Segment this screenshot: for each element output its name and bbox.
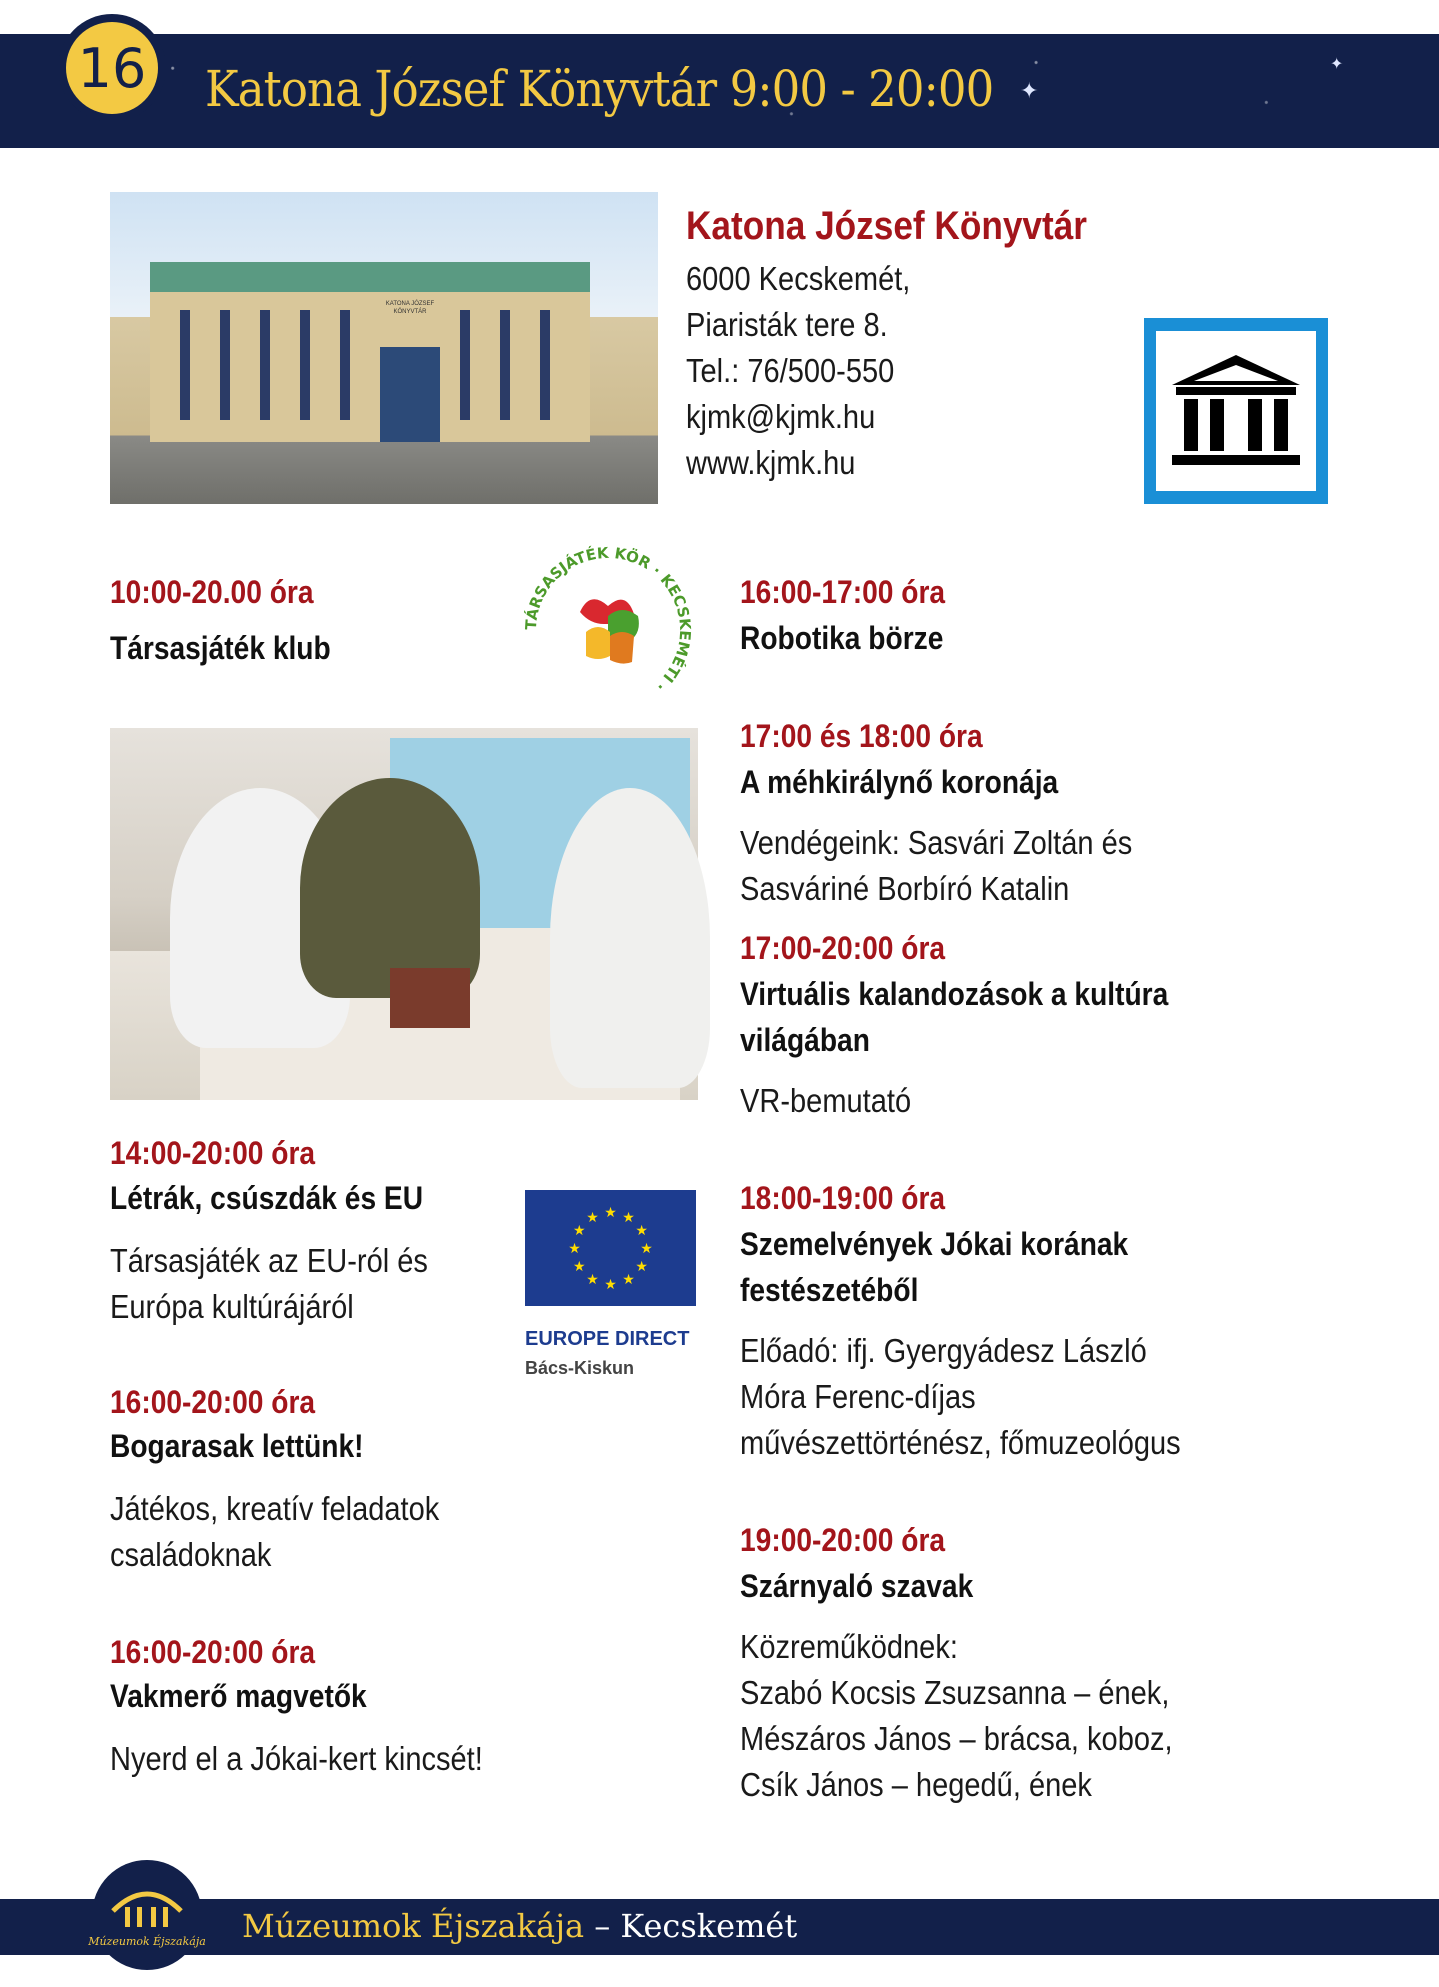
event-title: világában (740, 1022, 870, 1058)
event-time: 17:00 és 18:00 óra (740, 718, 983, 754)
event-description: Mészáros János – brácsa, koboz, (740, 1720, 1173, 1757)
event-title: Bogarasak lettünk! (110, 1428, 364, 1464)
event-description: Csík János – hegedű, ének (740, 1766, 1092, 1803)
photo-person (550, 788, 710, 1088)
building-sign-line1: KATONA JÓZSEF (385, 301, 435, 307)
building-window (260, 310, 270, 420)
library-city: 6000 Kecskemét, (686, 260, 911, 297)
eu-star: ★ (586, 1271, 599, 1288)
event-description: Előadó: ifj. Gyergyádesz László (740, 1332, 1147, 1369)
event-time: 17:00-20:00 óra (740, 930, 946, 966)
eu-star: ★ (568, 1240, 581, 1256)
event-time: 16:00-20:00 óra (110, 1634, 316, 1670)
footer-text (242, 1907, 797, 1945)
photo-person (300, 778, 480, 998)
building-entrance (380, 347, 440, 442)
building-window (180, 310, 190, 420)
event-time: 10:00-20.00 óra (110, 574, 314, 610)
building-window (300, 310, 310, 420)
event-title: Társasjáték klub (110, 630, 331, 666)
event-title: Virtuális kalandozások a kultúra (740, 976, 1169, 1012)
event-time: 14:00-20:00 óra (110, 1135, 316, 1171)
star-decoration: ✦ (1330, 56, 1344, 73)
star-decoration: ✦ (1020, 78, 1039, 103)
event-title: festészetéből (740, 1272, 919, 1308)
event-description: Nyerd el a Jókai-kert kincsét! (110, 1740, 483, 1777)
eu-flag (525, 1190, 696, 1306)
library-street: Piaristák tere 8. (686, 306, 888, 343)
event-description: művészettörténész, főmuzeológus (740, 1424, 1181, 1461)
eu-star: ★ (586, 1208, 599, 1225)
event-title: Robotika börze (740, 620, 944, 656)
building-window (540, 310, 550, 420)
eu-star: ★ (604, 1204, 617, 1220)
building-facade (150, 292, 590, 442)
event-title: A méhkirálynő koronája (740, 764, 1059, 800)
building-roof (150, 262, 590, 292)
event-title: Vakmerő magvetők (110, 1678, 367, 1714)
event-title: Létrák, csúszdák és EU (110, 1180, 424, 1216)
event-description: Közreműködnek: (740, 1628, 958, 1665)
event-description: családoknak (110, 1536, 272, 1573)
footer-logo-text: Múzeumok Éjszakája (88, 1935, 206, 1948)
event-time: 19:00-20:00 óra (740, 1522, 946, 1558)
library-email: kjmk@kjmk.hu (686, 398, 876, 435)
building-window (500, 310, 510, 420)
building-sign (382, 300, 438, 316)
board-game-photo (110, 728, 698, 1100)
event-time: 16:00-17:00 óra (740, 574, 946, 610)
eu-star: ★ (635, 1222, 648, 1238)
header-title: Katona József Könyvtár 9:00 - 20:00 (205, 60, 994, 118)
tarsasjatek-kor-logo (520, 542, 696, 718)
library-phone: Tel.: 76/500-550 (686, 352, 895, 389)
event-description: Vendégeink: Sasvári Zoltán és (740, 824, 1133, 861)
museum-icon (1144, 318, 1328, 504)
building-sign-line2: KÖNYVTÁR (393, 309, 427, 315)
eu-star: ★ (640, 1240, 653, 1256)
building-window (220, 310, 230, 420)
photo-game-box (390, 968, 470, 1028)
library-name: Katona József Könyvtár (686, 204, 1087, 248)
event-time: 16:00-20:00 óra (110, 1384, 316, 1420)
event-description: Társasjáték az EU-ról és (110, 1242, 428, 1279)
footer-city: – Kecskemét (584, 1907, 798, 1945)
eu-star: ★ (622, 1271, 635, 1288)
eu-star: ★ (573, 1258, 586, 1274)
event-title: Szemelvények Jókai korának (740, 1226, 1129, 1262)
event-description: Móra Ferenc-díjas (740, 1378, 976, 1415)
event-description: VR-bemutató (740, 1082, 912, 1119)
event-time: 18:00-19:00 óra (740, 1180, 946, 1216)
eu-stars-icon (525, 1190, 696, 1306)
eu-star: ★ (573, 1222, 586, 1238)
library-building-photo (110, 192, 658, 504)
event-description: Európa kultúrájáról (110, 1288, 354, 1325)
eu-star: ★ (635, 1258, 648, 1274)
museum-night-logo-icon (88, 1867, 206, 1963)
muzeumok-ejszakaja-logo (88, 1860, 206, 1970)
europe-direct-label: EUROPE DIRECT (525, 1328, 690, 1350)
museum-icon-plate (1156, 331, 1316, 491)
event-description: Játékos, kreatív feladatok (110, 1490, 440, 1527)
building-window (340, 310, 350, 420)
event-title: Szárnyaló szavak (740, 1568, 974, 1604)
event-description: Szabó Kocsis Zsuzsanna – ének, (740, 1674, 1170, 1711)
logo-ring-text: TÁRSASJÁTÉK KÖR · KECSKEMÉTI · (521, 543, 695, 696)
footer-event-name: Múzeumok Éjszakája (242, 1907, 585, 1945)
eu-star: ★ (622, 1208, 635, 1225)
header-banner (0, 34, 1439, 148)
event-description: Sasváriné Borbíró Katalin (740, 870, 1070, 907)
museum-building-icon (1166, 351, 1306, 471)
building-window (460, 310, 470, 420)
location-number-badge (58, 14, 166, 122)
eu-star: ★ (604, 1276, 617, 1292)
library-web: www.kjmk.hu (686, 444, 856, 481)
location-number: 16 (66, 22, 158, 114)
europe-direct-region: Bács-Kiskun (525, 1358, 635, 1378)
